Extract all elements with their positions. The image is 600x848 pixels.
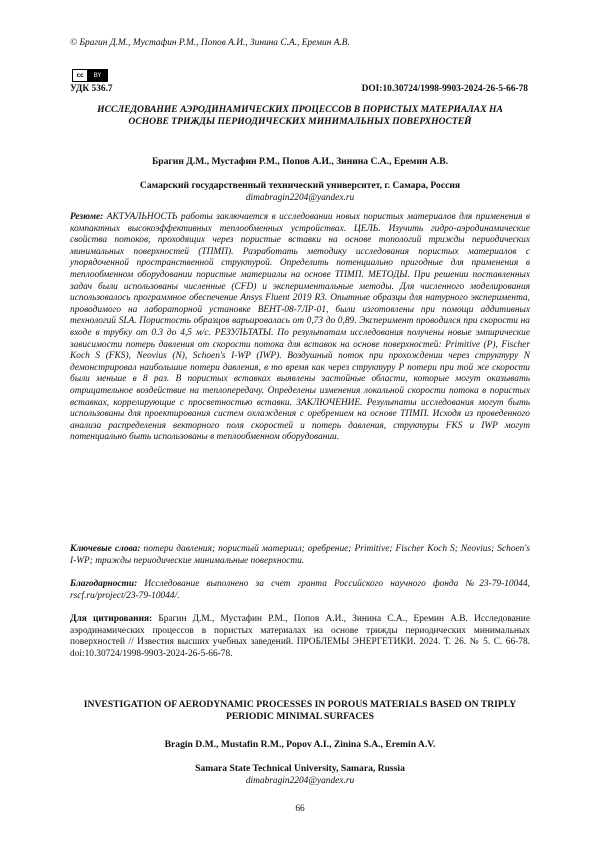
citation-label: Для цитирования: — [70, 614, 153, 624]
copyright-line: © Брагин Д.М., Мустафин Р.М., Попов А.И., Зинина С.А., Еремин А.В. — [70, 38, 350, 48]
authors-ru: Брагин Д.М., Мустафин Р.М., Попов А.И., Зинина С.А., Еремин А.В. — [151, 156, 449, 167]
keywords-text: потери давления; пористый материал; оребрение; Primitive; Fischer Koch S; Neovius; Schoen's I-WP; трижды периодические минимальные поверхности. — [70, 544, 531, 566]
acknowledgements-text: Исследование выполнено за счет гранта Российского научного фонда №23-79-10044, rscf.ru/project/23-79-10044/. — [70, 579, 530, 601]
email-en[interactable]: dimabragin2204@yandex.ru — [245, 776, 355, 786]
keywords-label: Ключевые слова: — [70, 544, 141, 554]
doi-link[interactable]: DOI:10.30724/1998-9903-2024-26-5-66-78 — [361, 84, 528, 94]
article-title-en: INVESTIGATION OF AERODYNAMIC PROCESSES IN POROUS MATERIALS BASED ON TRIPLY PERIODIC MINIMAL SURFACES — [83, 699, 517, 722]
udk-code: УДК 536.7 — [70, 84, 113, 94]
acknowledgements-ru — [70, 579, 530, 602]
authors-en: Bragin D.M., Mustafin R.M., Popov A.I., Zinina S.A., Eremin A.V. — [164, 739, 436, 750]
cc-icon: cc — [73, 70, 88, 81]
email-ru[interactable]: dimabragin2204@yandex.ru — [245, 193, 355, 203]
affiliation-ru: Самарский государственный технический университет, г. Самара, Россия — [139, 180, 461, 191]
by-icon: BY — [88, 70, 107, 81]
acknowledgements-label: Благодарности: — [70, 579, 138, 589]
abstract-label: Резюме: — [70, 212, 104, 222]
keywords-ru — [70, 544, 530, 567]
abstract-ru — [70, 212, 530, 444]
article-title-ru: ИССЛЕДОВАНИЕ АЭРОДИНАМИЧЕСКИХ ПРОЦЕССОВ В ПОРИСТЫХ МАТЕРИАЛАХ НА ОСНОВЕ ТРИЖДЫ ПЕРИОДИЧЕСКИХ МИНИМАЛЬНЫХ ПОВЕРХНОСТЕЙ — [97, 104, 503, 127]
cc-by-license-badge[interactable] — [72, 69, 108, 82]
citation-text: Брагин Д.М., Мустафин Р.М., Попов А.И., Зинина С.А., Еремин А.В. Исследование аэродинамических процессов в пористых материалах на основе трижды периодических минимальных поверхностей // Известия высших учебных заведений. ПРОБЛЕМЫ ЭНЕРГЕТИКИ. 2024. Т. 26. № 5. С. 66-78. doi:10.30724/1998-9903-2024-26-5-66-78. — [70, 614, 530, 659]
affiliation-en: Samara State Technical University, Samara, Russia — [195, 763, 405, 774]
abstract-text: АКТУАЛЬНОСТЬ работы заключается в исследовании новых пористых материалов для применения в компактных высокоэффективных теплообменных устройствах. ЦЕЛЬ. Изучить гидро-аэродинамические свойства потоков, проходящих через пористые вставки на основе топологий трижды периодических минимальных поверхностей (ТПМП). Разработать методику исследования пористых материалов с упорядоченной пространственной структурой. Определить потенциально пригодные для применения в теплообменном оборудовании пористые материалы на основе ТПМП. МЕТОДЫ. При решении поставленных задач были использованы численные (CFD) и экспериментальные методы. Для численного моделирования использовалось программное обеспечение Ansys Fluent 2019 R3. Опытные образцы для натурного эксперимента, проводимого на лабораторной установке ВЕНТ-08-7ЛР-01, были изготовлены при помощи аддитивных технологий SLA. Пористость образцов варьировалась от 0,73 до 0,89. Эксперимент проводился при скорости на входе в трубку от 0.3 до 4,5 м/с. РЕЗУЛЬТАТЫ. По результатам исследования получены новые эмпирические зависимости потерь давления от скорости потока для вставок на основе поверхностей: Primitive (P), Fischer Koch S (FKS), Neovius (N), Schoen's I-WP (IWP). Воздушный поток при прохождении через структуру N демонстрировал наибольшие потери давления, в то время как через структуру P потери при той же скорости были меньше в 8 раз. В пористых вставках выявлены застойные области, которые могут оказывать отрицательное воздействие на теплопередачу. Определены изменения локальной скорости потока в пористых вставках, коррелирующие с просветностью вставки. ЗАКЛЮЧЕНИЕ. Результаты исследования могут быть использованы для проектирования систем охлаждения с оребрением на основе ТПМП. Исходя из проведенного анализа распределения векторного поля скоростей и потерь давления, структуры FKS и IWP могут потенциально быть использованы в теплообменном оборудовании. — [70, 212, 530, 443]
page-number: 66 — [295, 804, 305, 814]
citation-ru — [70, 614, 530, 660]
